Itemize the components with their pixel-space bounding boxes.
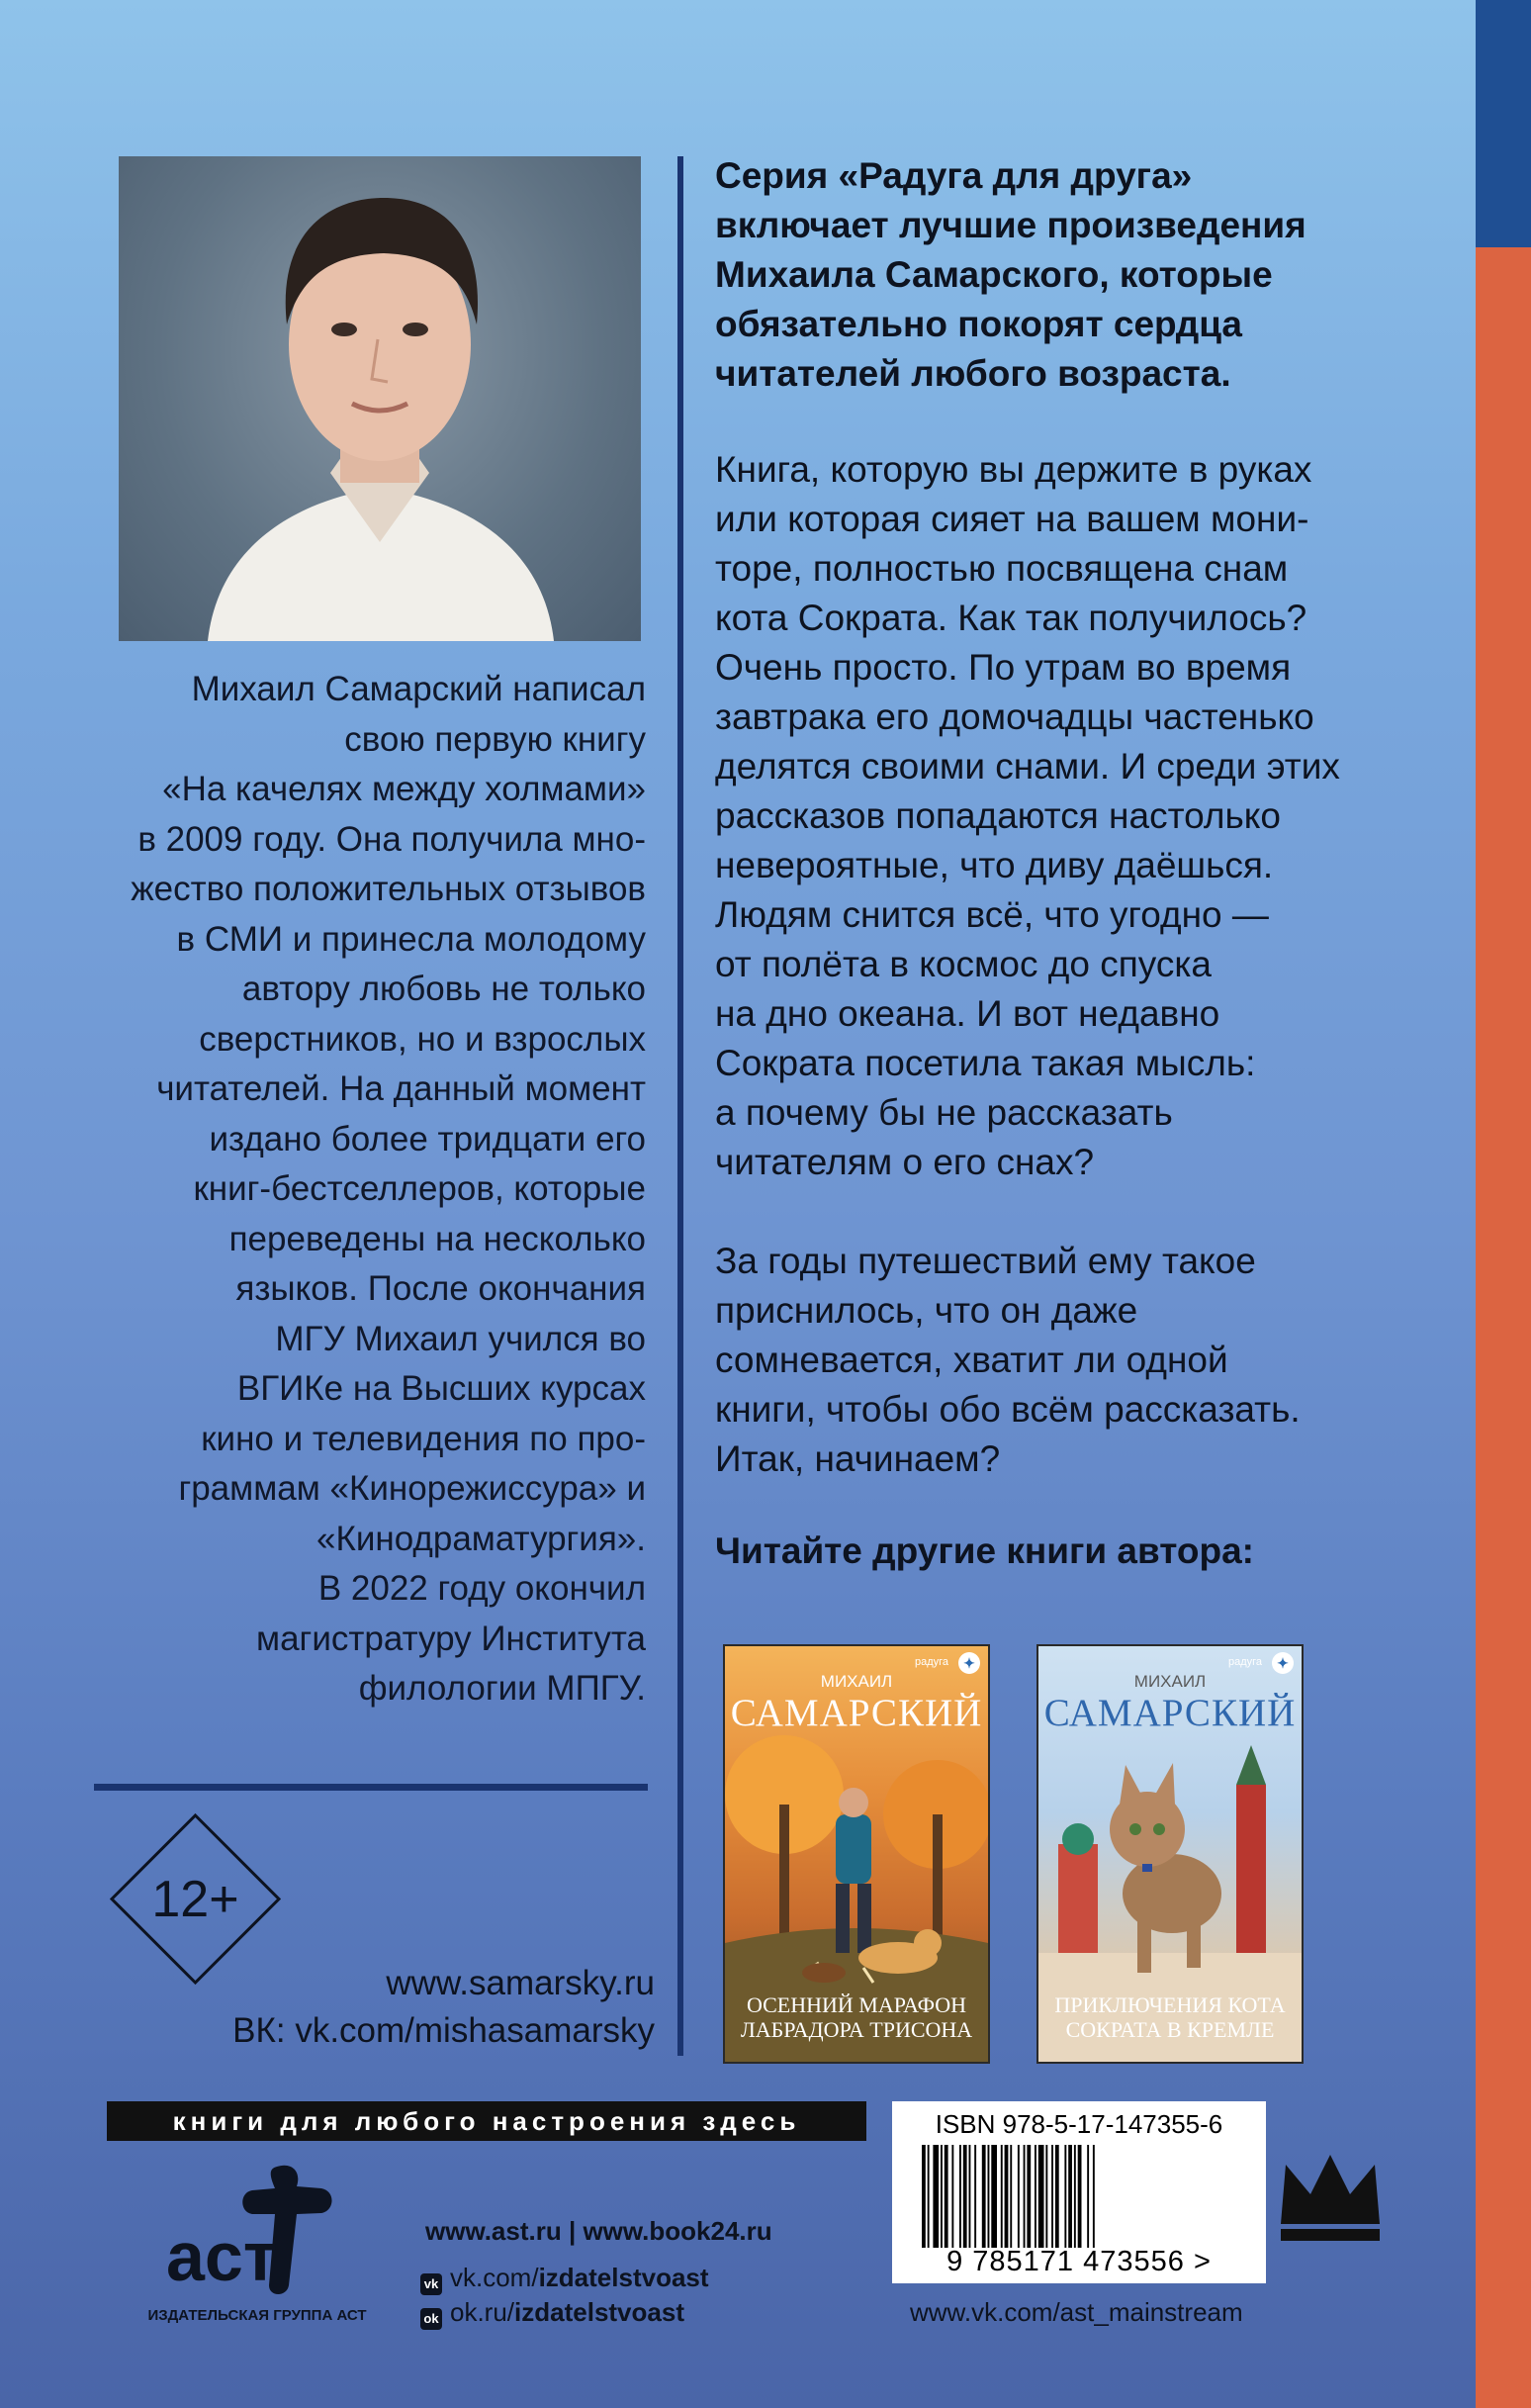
svg-text:аст: аст [166,2218,278,2295]
barcode-bar [959,2145,961,2248]
author-vk-link[interactable]: ВК: vk.com/mishasamarsky [232,2011,655,2050]
paragraph-line: завтрака его домочадцы частенько [715,696,1314,737]
barcode-bar [1027,2145,1031,2248]
vk-handle: izdatelstvoast [538,2263,709,2292]
bio-line: в СМИ и принесла молодому [176,919,646,959]
author-bio [59,665,646,1714]
paragraph-line: За годы путешествий ему такое [715,1241,1256,1281]
bio-line: граммам «Кинорежиссура» и [178,1469,646,1508]
barcode-bar [1018,2145,1020,2248]
book-title-line: ПРИКЛЮЧЕНИЯ КОТА [1054,1992,1286,2017]
book-author-first: МИХАИЛ [820,1672,893,1691]
barcode-bar [1074,2145,1076,2248]
paragraph-line: читателям о его снах? [715,1142,1095,1182]
paragraph-line: от полёта в космос до спуска [715,944,1212,984]
barcode-bar [1005,2145,1009,2248]
barcode-bar [974,2145,976,2248]
barcode-bar [945,2145,948,2248]
barcode-bar [1055,2145,1059,2248]
barcode-bar [1045,2145,1047,2248]
barcode-bar [982,2145,986,2248]
bio-line: книг-бестселлеров, которые [193,1169,646,1208]
bio-line: издано более тридцати его [209,1119,646,1158]
bio-line: «На качелях между холмами» [162,770,646,808]
bio-line: магистратуру Института [256,1619,646,1658]
bio-line: кино и телевидения по про- [201,1419,646,1458]
intro-line: обязательно покорят сердца [715,304,1242,344]
author-website-link[interactable]: www.samarsky.ru [386,1964,655,2002]
book-title [1038,1992,1302,2042]
paragraph-line: книги, чтобы обо всём рассказать. [715,1389,1301,1430]
paragraph-line: Книга, которую вы держите в руках [715,449,1312,490]
barcode-bar [1024,2145,1026,2248]
ok-prefix: ok.ru/ [450,2297,515,2327]
description-paragraph-2 [715,1237,1407,1484]
spine-stripe-blue [1476,0,1531,247]
section-rule [94,1784,648,1791]
ok-handle: izdatelstvoast [514,2297,684,2327]
barcode-bar [988,2145,990,2248]
barcode-number: 9 785171 473556 > [946,2246,1212,2277]
barcode-bar [1051,2145,1053,2248]
bio-line: автору любовь не только [241,970,646,1008]
bio-line: в 2009 году. Она получила мно- [137,819,646,859]
book-cover-socrates-kremlin[interactable] [1036,1644,1304,2064]
spine-stripe-orange [1476,247,1531,2408]
crown-icon [1276,2145,1385,2248]
barcode-icon [922,2145,1236,2248]
bio-line: переведены на несколько [228,1219,646,1258]
author-photo [119,156,641,641]
other-books-heading [715,1527,1407,1576]
description-paragraph-1 [715,445,1407,1187]
series-label: радуга [914,1656,948,1668]
paragraph-line: кота Сократа. Как так получилось? [715,598,1307,638]
barcode-bar [1001,2145,1003,2248]
book-author-last: САМАРСКИЙ [730,1692,983,1734]
barcode-bar [963,2145,967,2248]
bio-line: жество положительных отзывов [131,870,646,908]
paragraph-line: на дно океана. И вот недавно [715,993,1220,1034]
series-logo-icon: ✦ [1272,1652,1294,1674]
paragraph-line: Очень просто. По утрам во время [715,647,1292,688]
slogan-banner: книги для любого настроения здесь [107,2101,866,2141]
book-author-last: САМАРСКИЙ [1043,1692,1297,1734]
isbn: ISBN 978-5-17-147355-6 [935,2109,1223,2139]
vk-prefix: vk.com/ [450,2263,539,2292]
book-title-line: ОСЕННИЙ МАРАФОН [746,1992,967,2017]
series-label: радуга [1227,1656,1262,1668]
publisher-caption: ИЗДАТЕЛЬСКАЯ ГРУППА АСТ [147,2307,367,2324]
intro-line: включает лучшие произведения [715,205,1306,245]
book-title-line: ЛАБРАДОРА ТРИСОНА [740,2017,973,2042]
barcode-bar [969,2145,971,2248]
book-cover-autumn-marathon[interactable] [723,1644,990,2064]
publisher-ok-link[interactable] [420,2297,684,2330]
bio-line: Михаил Самарский написал [191,670,646,708]
bio-line: В 2022 году окончил [317,1569,646,1608]
bio-line: филологии МПГУ. [358,1669,646,1708]
vk-icon: vk [420,2273,442,2295]
paragraph-line: делятся своими снами. И среди этих [715,746,1340,787]
paragraph-line: приснилось, что он даже [715,1290,1138,1331]
intro-line: читателей любого возраста. [715,353,1231,394]
barcode-bar [1038,2145,1044,2248]
intro-line: Серия «Радуга для друга» [715,155,1193,196]
paragraph-line: Людям снится всё, что угодно — [715,894,1269,935]
barcode-bar [1064,2145,1066,2248]
book-title-line: СОКРАТА В КРЕМЛЕ [1065,2017,1275,2042]
barcode-bar [951,2145,953,2248]
publisher-vk-link[interactable] [420,2263,709,2295]
bio-line: ВГИКе на Высших курсах [236,1369,646,1408]
barcode-bar [933,2145,939,2248]
bio-line: читателей. На данный момент [156,1069,646,1108]
heading-text: Читайте другие книги автора: [715,1530,1254,1571]
series-intro [715,151,1407,399]
paragraph-line: или которая сияет на вашем мони- [715,499,1309,539]
age-rating: 12+ [151,1871,239,1928]
barcode-bar [991,2145,997,2248]
book-title [725,1992,988,2042]
barcode-bar [1068,2145,1072,2248]
barcode-bar [922,2145,926,2248]
paragraph-line: а почему бы не рассказать [715,1092,1173,1133]
bio-line: языков. После окончания [235,1269,646,1308]
barcode-bar [941,2145,943,2248]
barcode-bar [1087,2145,1089,2248]
ast-vk-link[interactable]: www.vk.com/ast_mainstream [910,2297,1243,2327]
barcode-bar [928,2145,930,2248]
barcode-bar [1078,2145,1082,2248]
publisher-sites-link[interactable]: www.ast.ru | www.book24.ru [425,2216,772,2246]
barcode-box [892,2101,1266,2283]
column-divider [677,156,683,2056]
paragraph-line: рассказов попадаются настолько [715,795,1281,836]
paragraph-line: сомневается, хватит ли одной [715,1340,1228,1380]
paragraph-line: Итак, начинаем? [715,1438,1001,1479]
intro-line: Михаила Самарского, которые [715,254,1273,295]
paragraph-line: Сократа посетила такая мысль: [715,1043,1256,1083]
bio-line: «Кинодраматургия». [316,1519,646,1558]
bio-line: свою первую книгу [344,719,646,759]
book-author-first: МИХАИЛ [1133,1672,1207,1691]
paragraph-line: невероятные, что диву даёшься. [715,845,1274,885]
paragraph-line: торе, полностью посвящена снам [715,548,1289,589]
bio-line: сверстников, но и взрослых [199,1019,646,1059]
barcode-bar [1010,2145,1012,2248]
barcode-bar [1093,2145,1095,2248]
ok-icon: ok [420,2308,442,2330]
bio-line: МГУ Михаил учился во [275,1319,646,1358]
barcode-bar [1035,2145,1036,2248]
series-logo-icon: ✦ [958,1652,980,1674]
ast-logo-icon [158,2157,346,2305]
